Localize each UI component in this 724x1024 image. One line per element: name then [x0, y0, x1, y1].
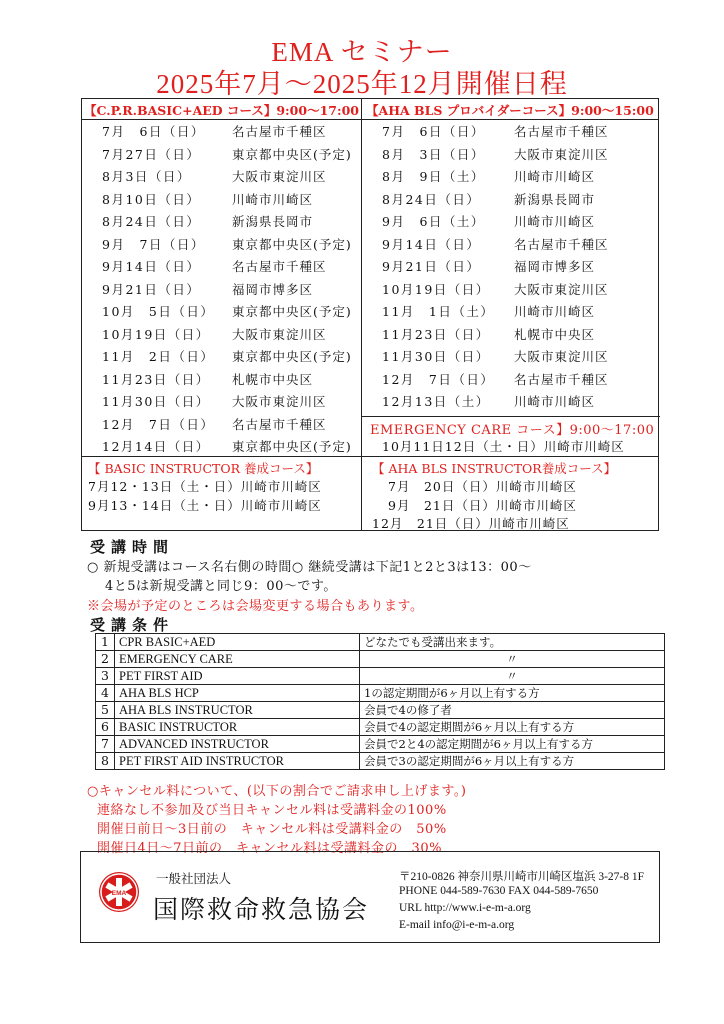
org-url[interactable]: URL http://www.i-e-m-a.org [399, 902, 531, 914]
schedule-location: 新潟県長岡市 [232, 214, 314, 229]
schedule-date: 9月 7日（日） [102, 236, 205, 252]
aha-schedule-row [382, 369, 652, 391]
cpr-schedule-row [102, 121, 372, 143]
condition-number: 5 [96, 702, 115, 719]
schedule-location: 札幌市中央区 [514, 326, 596, 342]
condition-row [96, 736, 665, 753]
emergency-schedule-row: 10月11日12日（土・日）川崎市川崎区 [382, 439, 625, 454]
cpr-schedule-row [102, 346, 372, 368]
schedule-location: 東京都中央区(予定) [232, 236, 352, 252]
schedule-location: 名古屋市千種区 [232, 416, 327, 432]
org-phone: PHONE 044-589-7630 FAX 044-589-7650 [399, 885, 599, 897]
schedule-location: 名古屋市千種区 [514, 124, 609, 139]
schedule-location: 川崎市川崎区 [514, 169, 596, 184]
schedule-date: 10月19日（日） [102, 326, 210, 342]
schedule-location: 東京都中央区(予定) [232, 304, 352, 319]
schedule-location: 大阪市東淀川区 [514, 146, 609, 162]
schedule-date: 11月30日（日） [102, 394, 210, 409]
aha-instructor-row: 9月 21日（日）川崎市川崎区 [388, 498, 577, 513]
condition-course: AHA BLS HCP [115, 685, 360, 702]
schedule-date: 10月19日（日） [382, 281, 490, 297]
schedule-date: 12月 7日（日） [102, 416, 215, 432]
cpr-schedule-row [102, 279, 372, 301]
cpr-schedule-row [102, 391, 372, 413]
condition-requirement: 会員で4の認定期間が6ヶ月以上有する方 [360, 719, 665, 736]
condition-row [96, 668, 665, 685]
schedule-date: 12月13日（土） [382, 394, 490, 409]
condition-number: 7 [96, 736, 115, 753]
condition-row [96, 719, 665, 736]
page-subtitle: 2025年7月～2025年12月開催日程 [156, 69, 568, 99]
condition-requirement: どなたでも受講出来ます。 [360, 634, 665, 651]
condition-course: ADVANCED INSTRUCTOR [115, 736, 360, 753]
schedule-date: 11月23日（日） [102, 371, 210, 387]
schedule-date: 8月 9日（土） [382, 169, 485, 184]
schedule-location: 福岡市博多区 [232, 281, 314, 297]
condition-course: CPR BASIC+AED [115, 634, 360, 651]
header-divider [82, 119, 658, 120]
aha-schedule-row [382, 346, 652, 368]
condition-requirement: 〃 [360, 651, 665, 668]
condition-row [96, 685, 665, 702]
cpr-course-header: 【C.P.R.BASIC+AED コース】9:00～17:00 [84, 103, 359, 118]
condition-requirement: 〃 [360, 668, 665, 685]
schedule-date: 10月 5日（日） [102, 304, 215, 319]
condition-course: BASIC INSTRUCTOR [115, 719, 360, 736]
schedule-date: 7月 6日（日） [382, 124, 485, 139]
cancel-line-4: 開催日4日～7日前の キャンセル料は受講料金の 30% [97, 841, 442, 856]
schedule-table [81, 98, 659, 531]
schedule-location: 川崎市川崎区 [232, 191, 314, 207]
schedule-location: 新潟県長岡市 [514, 191, 596, 207]
condition-course: PET FIRST AID [115, 668, 360, 685]
condition-row [96, 753, 665, 770]
schedule-date: 9月21日（日） [382, 259, 481, 274]
schedule-date: 8月24日（日） [102, 214, 201, 229]
time-line-2: 4と5は新規受講と同じ9：00～です。 [105, 579, 337, 594]
aha-course-header: 【AHA BLS プロバイダーコース】9:00～15:00 [366, 103, 654, 118]
org-email[interactable]: E-mail info@i-e-m-a.org [399, 919, 515, 931]
schedule-date: 9月14日（日） [102, 259, 201, 274]
schedule-date: 11月30日（日） [382, 349, 490, 364]
schedule-date: 8月3日（日） [102, 169, 191, 184]
schedule-date: 8月24日（日） [382, 191, 481, 207]
cpr-schedule-row [102, 414, 372, 436]
schedule-location: 東京都中央区(予定) [232, 349, 352, 364]
basic-instructor-row: 7月12・13日（土・日）川崎市川崎区 [88, 479, 322, 494]
emergency-course-header: EMERGENCY CARE コース】9:00～17:00 [370, 423, 655, 438]
aha-schedule-row [382, 391, 652, 413]
schedule-location: 名古屋市千種区 [232, 124, 327, 139]
schedule-location: 名古屋市千種区 [514, 236, 609, 252]
condition-number: 6 [96, 719, 115, 736]
condition-number: 3 [96, 668, 115, 685]
aha-schedule-row [382, 324, 652, 346]
schedule-date: 12月 7日（日） [382, 371, 495, 387]
condition-requirement: 会員で2と4の認定期間が6ヶ月以上有する方 [360, 736, 665, 753]
cancel-line-1: ○キャンセル料について、(以下の割合でご請求申し上げます。) [87, 784, 467, 799]
condition-course: EMERGENCY CARE [115, 651, 360, 668]
aha-schedule-row [382, 144, 652, 166]
basic-instructor-row: 9月13・14日（土・日）川崎市川崎区 [88, 498, 322, 513]
aha-schedule-row [382, 211, 652, 233]
schedule-location: 名古屋市千種区 [514, 371, 609, 387]
schedule-location: 大阪市東淀川区 [232, 394, 327, 409]
cpr-schedule-row [102, 324, 372, 346]
schedule-location: 東京都中央区(予定) [232, 146, 352, 162]
schedule-location: 福岡市博多区 [514, 259, 596, 274]
condition-row [96, 651, 665, 668]
aha-schedule-row [382, 166, 652, 188]
schedule-location: 名古屋市千種区 [232, 259, 327, 274]
schedule-location: 大阪市東淀川区 [232, 326, 327, 342]
schedule-date: 8月10日（日） [102, 191, 201, 207]
basic-instructor-header: 【 BASIC INSTRUCTOR 養成コース】 [88, 461, 319, 476]
aha-schedule-row [382, 121, 652, 143]
cancel-line-3: 開催日前日～3日前の キャンセル料は受講料金の 50% [97, 822, 447, 837]
star-of-life-icon [99, 872, 139, 912]
schedule-location: 川崎市川崎区 [514, 304, 596, 319]
condition-row [96, 634, 665, 651]
conditions-heading: 受講条件 [90, 616, 175, 634]
cpr-schedule-row [102, 166, 372, 188]
condition-row [96, 702, 665, 719]
aha-schedule-row [382, 234, 652, 256]
aha-instructor-row: 12月 21日（日）川崎市川崎区 [372, 516, 570, 531]
cpr-schedule-row [102, 144, 372, 166]
aha-schedule-row [382, 301, 652, 323]
schedule-location: 大阪市東淀川区 [232, 169, 327, 184]
schedule-date: 12月14日（日） [102, 439, 210, 454]
schedule-location: 川崎市川崎区 [514, 394, 596, 409]
time-line-1: ○ 新規受講はコース名右側の時間○ 継続受講は下記1と2と3は13：00～ [87, 560, 532, 575]
schedule-location: 東京都中央区(予定) [232, 439, 352, 454]
cpr-schedule-row [102, 436, 372, 458]
schedule-date: 8月 3日（日） [382, 146, 485, 162]
aha-schedule-row [382, 279, 652, 301]
org-name: 国際救命救急協会 [153, 895, 370, 924]
condition-requirement: 会員で4の修了者 [360, 702, 665, 719]
logo-text: EMA [111, 890, 127, 897]
ema-logo [99, 872, 139, 912]
cpr-schedule-row [102, 234, 372, 256]
emergency-divider [362, 416, 660, 417]
schedule-date: 7月27日（日） [102, 146, 201, 162]
aha-schedule-row [382, 189, 652, 211]
aha-instructor-row: 7月 20日（日）川崎市川崎区 [388, 479, 577, 494]
schedule-date: 9月 6日（土） [382, 214, 485, 229]
page-title: EMA セミナー [271, 37, 453, 67]
condition-course: AHA BLS INSTRUCTOR [115, 702, 360, 719]
schedule-location: 大阪市東淀川区 [514, 281, 609, 297]
time-heading: 受講時間 [90, 538, 175, 556]
org-type: 一般社団法人 [156, 871, 232, 886]
aha-instructor-header: 【 AHA BLS INSTRUCTOR養成コース】 [372, 461, 617, 476]
condition-course: PET FIRST AID INSTRUCTOR [115, 753, 360, 770]
condition-number: 2 [96, 651, 115, 668]
cpr-schedule-row [102, 211, 372, 233]
schedule-date: 11月 1日（土） [382, 304, 495, 319]
cpr-schedule-row [102, 301, 372, 323]
schedule-date: 11月 2日（日） [102, 349, 215, 364]
schedule-location: 札幌市中央区 [232, 371, 314, 387]
condition-number: 1 [96, 634, 115, 651]
schedule-location: 大阪市東淀川区 [514, 349, 609, 364]
schedule-location: 川崎市川崎区 [514, 214, 596, 229]
cancel-line-2: 連絡なし不参加及び当日キャンセル料は受講料金の100% [97, 803, 447, 818]
condition-number: 8 [96, 753, 115, 770]
schedule-date: 9月21日（日） [102, 281, 201, 297]
condition-requirement: 1の認定期間が6ヶ月以上有する方 [360, 685, 665, 702]
cpr-schedule-row [102, 189, 372, 211]
org-address: 〒210-0826 神奈川県川崎市川崎区塩浜 3-27-8 1F [399, 871, 645, 883]
condition-requirement: 会員で3の認定期間が6ヶ月以上有する方 [360, 753, 665, 770]
conditions-table [95, 633, 665, 770]
cpr-schedule-row [102, 369, 372, 391]
organization-footer [80, 851, 660, 943]
schedule-date: 9月14日（日） [382, 236, 481, 252]
aha-schedule-row [382, 256, 652, 278]
schedule-date: 7月 6日（日） [102, 124, 205, 139]
cpr-schedule-row [102, 256, 372, 278]
venue-note: ※会場が予定のところは会場変更する場合もあります。 [87, 599, 424, 614]
schedule-date: 11月23日（日） [382, 326, 490, 342]
condition-number: 4 [96, 685, 115, 702]
